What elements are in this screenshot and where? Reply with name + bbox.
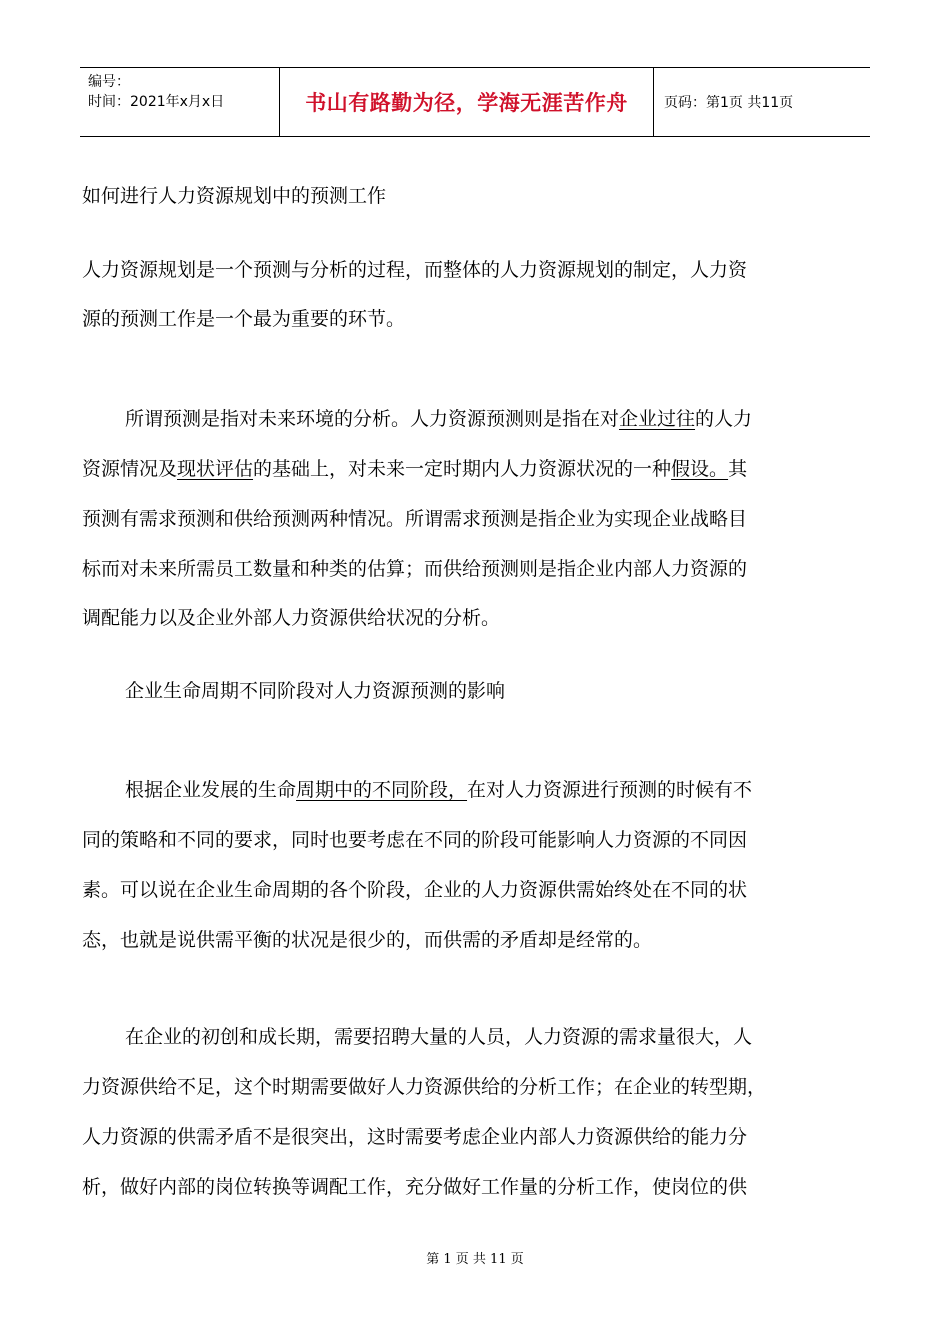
underlined-term: 企业过往 <box>619 408 696 430</box>
para2-line2 <box>82 454 747 481</box>
para1-line2: 源的预测工作是一个最为重要的环节。 <box>82 308 406 330</box>
para2-text: 所谓预测是指对未来环境的分析。人力资源预测则是指在对 <box>125 408 620 430</box>
underlined-term: 假设。 <box>671 458 729 480</box>
document-title: 如何进行人力资源规划中的预测工作 <box>82 185 387 207</box>
para4-line1: 在企业的初创和成长期，需要招聘大量的人员，人力资源的需求量很大，人 <box>125 1026 753 1048</box>
para2-text: 的基础上，对未来一定时期内人力资源状况的一种 <box>253 458 672 480</box>
page-footer: 第 1 页 共 11 页 <box>426 1252 524 1267</box>
para3-line3: 素。可以说在企业生命周期的各个阶段，企业的人力资源供需始终处在不同的状 <box>82 879 748 901</box>
para2-line1 <box>125 404 752 431</box>
para3-line2: 同的策略和不同的要求，同时也要考虑在不同的阶段可能影响人力资源的不同因 <box>82 829 748 851</box>
header-page-cell <box>654 68 870 136</box>
para3-line1 <box>125 775 752 802</box>
page-code: 页码：第1页 共11页 <box>664 95 794 111</box>
para3-text: 在对人力资源进行预测的时候有不 <box>467 779 753 801</box>
para4-line4: 析，做好内部的岗位转换等调配工作，充分做好工作量的分析工作，使岗位的供 <box>82 1176 748 1198</box>
underlined-term: 周期中的不同阶段， <box>296 779 468 801</box>
para2-line4: 标而对未来所需员工数量和种类的估算；而供给预测则是指企业内部人力资源的 <box>82 558 748 580</box>
para1-line1: 人力资源规划是一个预测与分析的过程，而整体的人力资源规划的制定，人力资 <box>82 259 748 281</box>
time-label: 时间：2021年x月x日 <box>88 94 225 110</box>
motto: 书山有路勤为径，学海无涯苦作舟 <box>305 91 628 115</box>
header-meta <box>80 68 280 136</box>
para4-line2: 力资源供给不足，这个时期需要做好人力资源供给的分析工作；在企业的转型期， <box>82 1076 767 1098</box>
para2-line3: 预测有需求预测和供给预测两种情况。所谓需求预测是指企业为实现企业战略目 <box>82 508 748 530</box>
number-label: 编号： <box>88 74 130 90</box>
underlined-term: 现状评估 <box>177 458 254 480</box>
para2-text: 其 <box>728 458 748 480</box>
header-motto-cell <box>280 68 654 136</box>
subheading: 企业生命周期不同阶段对人力资源预测的影响 <box>125 680 506 702</box>
para2-text: 资源情况及 <box>82 458 178 480</box>
para2-text: 的人力 <box>695 408 753 430</box>
header-table <box>80 67 870 137</box>
para3-text: 根据企业发展的生命 <box>125 779 297 801</box>
para3-line4: 态，也就是说供需平衡的状况是很少的，而供需的矛盾却是经常的。 <box>82 929 653 951</box>
para2-line5: 调配能力以及企业外部人力资源供给状况的分析。 <box>82 607 501 629</box>
para4-line3: 人力资源的供需矛盾不是很突出，这时需要考虑企业内部人力资源供给的能力分 <box>82 1126 748 1148</box>
